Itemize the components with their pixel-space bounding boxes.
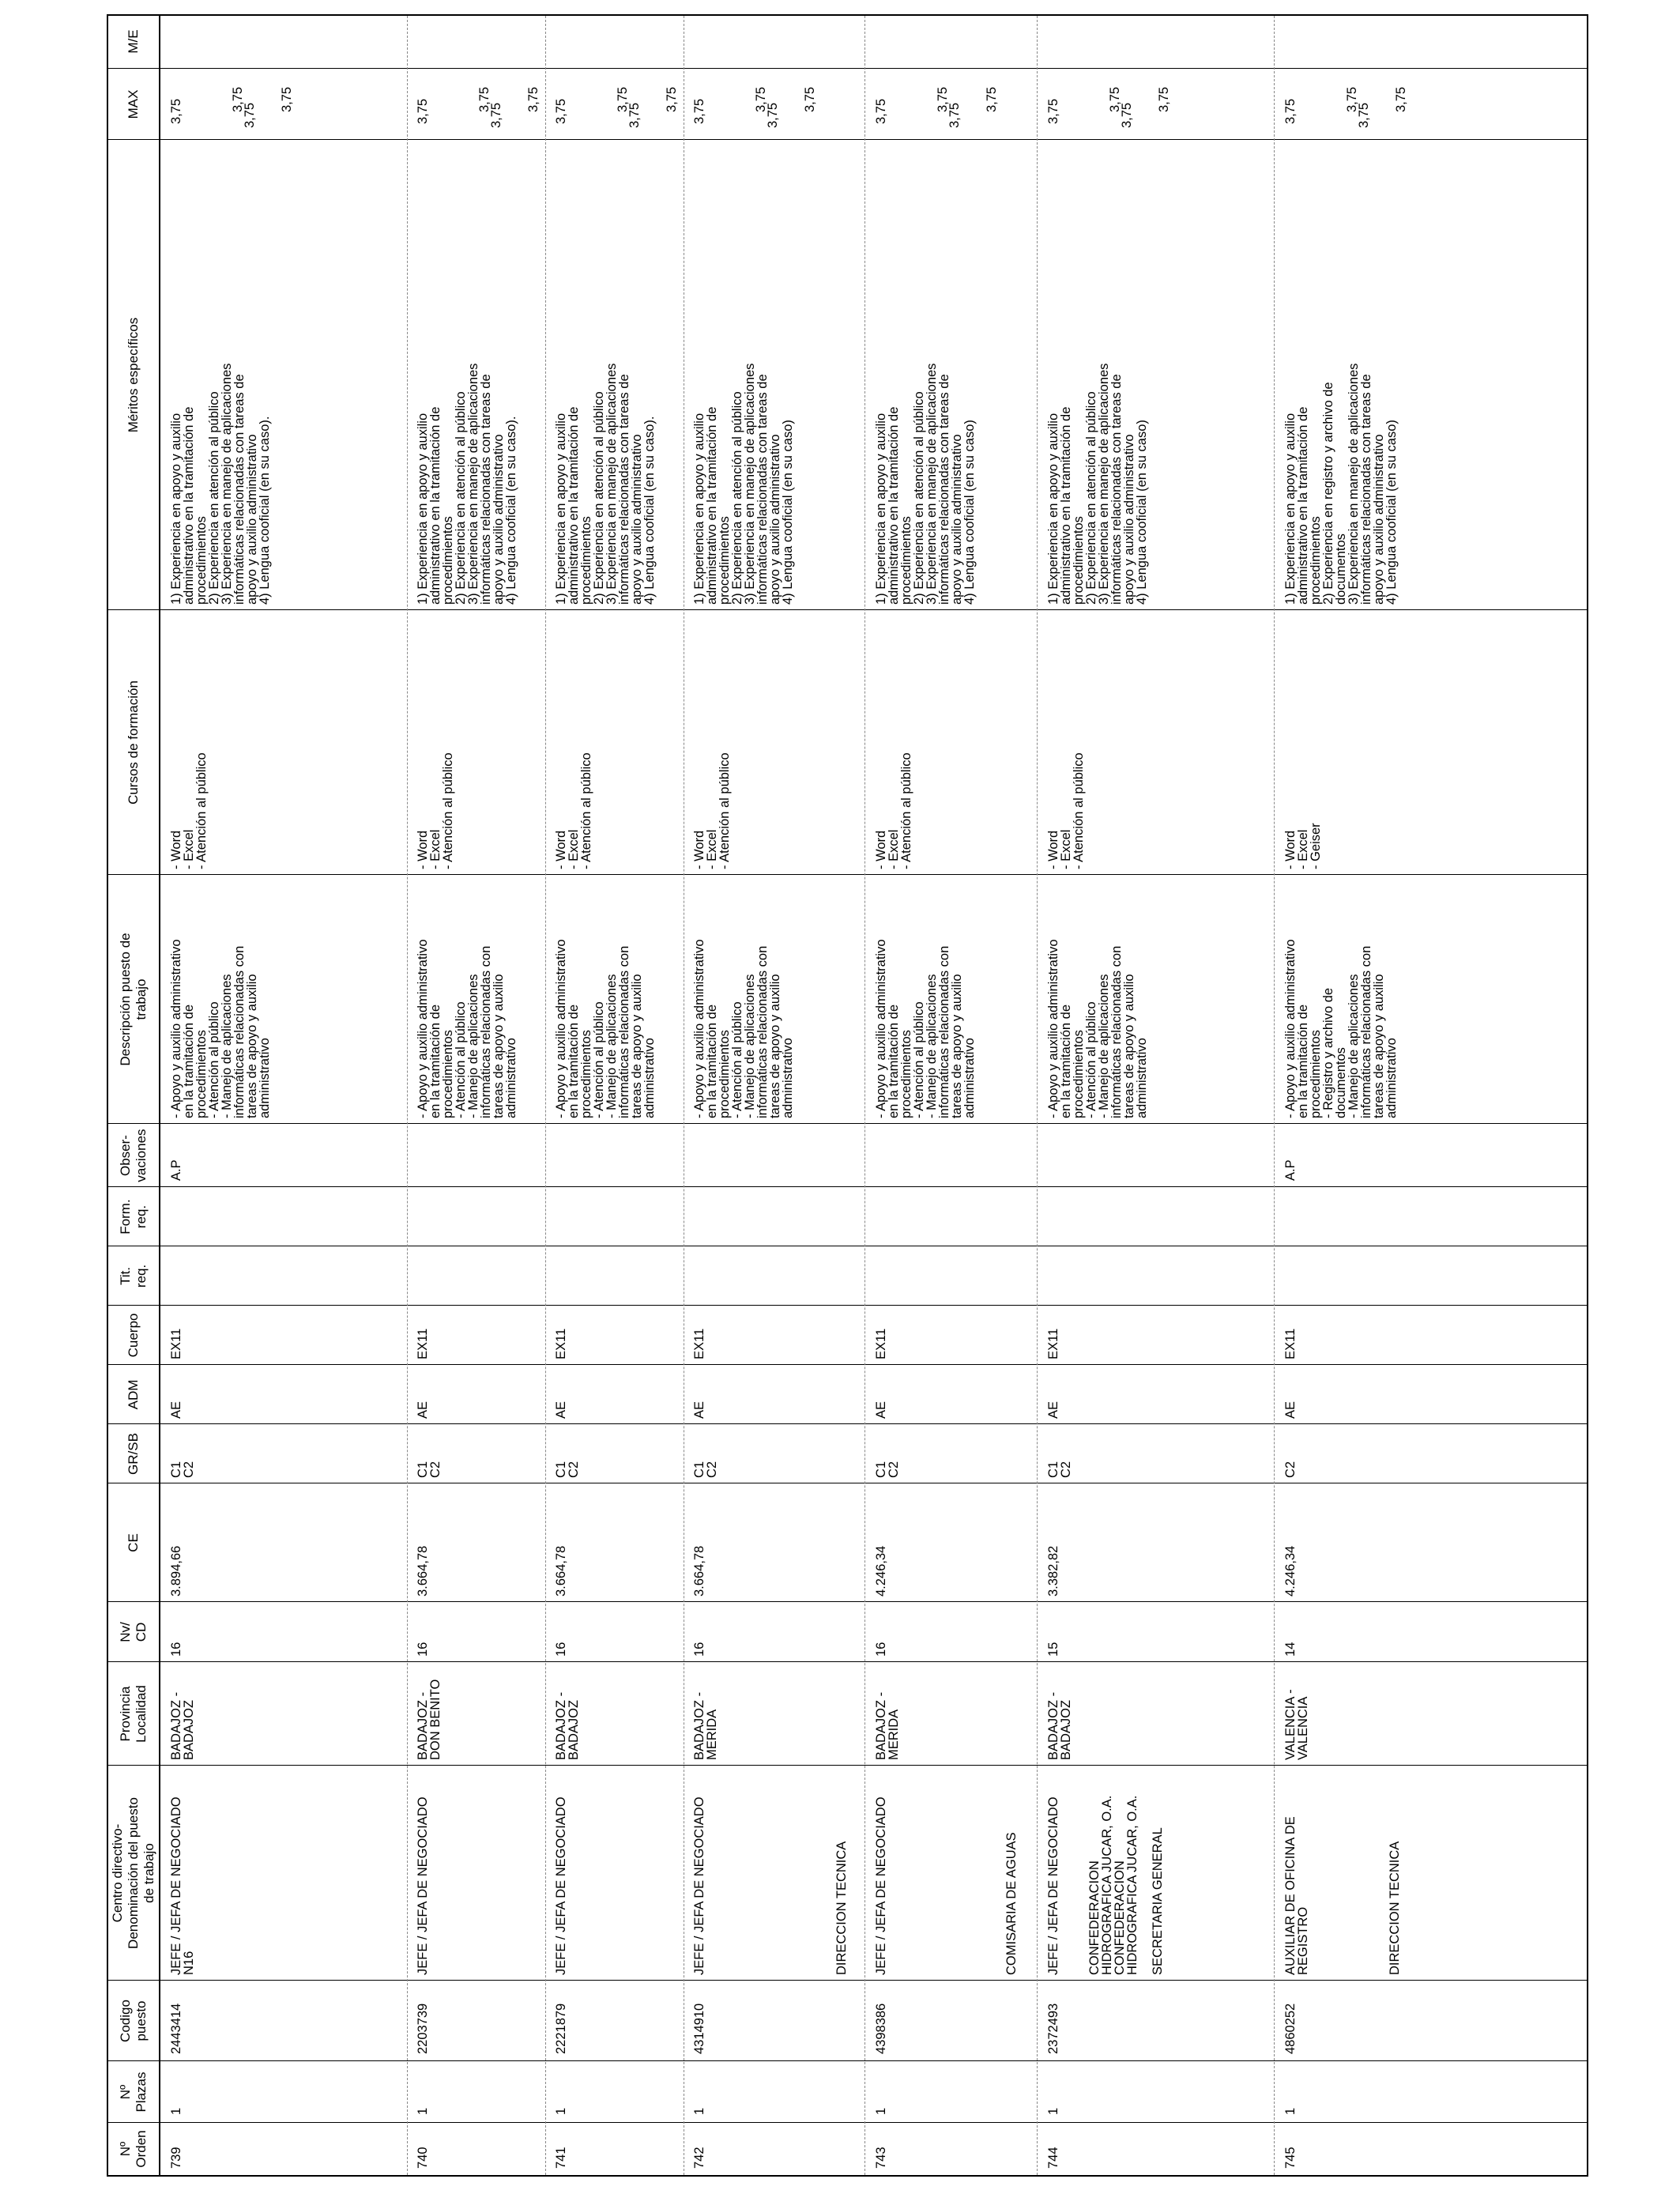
cell-max: 3,75 <box>1357 102 1371 128</box>
positions-table <box>107 14 1588 2177</box>
row-divider <box>407 16 408 2175</box>
cell-plazas: 1 <box>1283 2107 1298 2115</box>
cell-centro: JEFE / JEFA DE NEGOCIADO N16 <box>169 1796 196 1975</box>
cell-grupo: C1 C2 <box>416 1461 443 1478</box>
cell-descripcion: - Apoyo y auxilio administrativo en la tramitación de procedimientos - Atención al público - Manejo de aplicaciones informáticas relacionadas con tareas de apoyo y auxilio administrativo <box>554 939 657 1118</box>
cell-meritos: 1) Experiencia en apoyo y auxilio administrativo en la tramitación de procedimientos 2) Experiencia en atención al público 3) Experiencia en manejo de aplicaciones informáticas relacionadas con tareas de apoyo y auxilio administrativo 4) Lengua cooficial (en su caso). <box>416 363 518 605</box>
col-divider <box>108 1364 1587 1365</box>
cell-provincia: BADAJOZ - BADAJOZ <box>169 1691 196 1760</box>
cell-codigo: 2372493 <box>1046 2003 1060 2054</box>
cell-max: 3,75 <box>803 86 817 112</box>
cell-nivel: 15 <box>1046 1642 1060 1657</box>
cell-grupo: C2 <box>1283 1461 1298 1478</box>
row-divider <box>1037 16 1038 2175</box>
header-centro: Centro directivo- Denominación del puesto de trabajo <box>110 1797 156 1949</box>
col-divider <box>108 2122 1587 2123</box>
cell-cuerpo: EX11 <box>169 1328 183 1359</box>
col-divider <box>108 1186 1587 1187</box>
cell-ce: 3.894,66 <box>169 1545 183 1596</box>
cell-centro: JEFE / JEFA DE NEGOCIADO <box>416 1796 430 1975</box>
cell-descripcion: - Apoyo y auxilio administrativo en la tramitación de procedimientos - Registro y archivo de documentos - Manejo de aplicaciones informáticas relacionadas con tareas de apoyo y auxilio administrativo <box>1283 939 1399 1118</box>
cell-grupo: C1 C2 <box>169 1461 196 1478</box>
cell-provincia: BADAJOZ - MERIDA <box>874 1691 901 1760</box>
row-divider <box>545 16 546 2175</box>
cell-observaciones: A.P <box>169 1159 183 1181</box>
cell-codigo: 2221879 <box>554 2003 568 2054</box>
header-observaciones: Obser- vaciones <box>118 1129 149 1182</box>
col-divider <box>108 1601 1587 1602</box>
cell-cuerpo: EX11 <box>1046 1328 1060 1359</box>
cell-cursos: - Word - Excel - Atención al público <box>874 752 913 869</box>
cell-max: 3,75 <box>754 86 768 112</box>
cell-max: 3,75 <box>1108 86 1122 112</box>
cell-codigo: 4860252 <box>1283 2003 1298 2054</box>
cell-descripcion: - Apoyo y auxilio administrativo en la tramitación de procedimientos - Atención al público - Manejo de aplicaciones informáticas relacionadas con tareas de apoyo y auxilio administrativo <box>874 939 977 1118</box>
cell-provincia: VALENCIA - VALENCIA <box>1283 1689 1310 1760</box>
group-heading: DIRECCION TECNICA <box>834 1841 849 1975</box>
cell-nivel: 16 <box>416 1642 430 1657</box>
cell-max: 3,75 <box>766 102 780 128</box>
cell-plazas: 1 <box>554 2107 568 2115</box>
header-meritos: Méritos específicos <box>126 317 141 433</box>
cell-ce: 4.246,34 <box>1283 1545 1298 1596</box>
cell-max: 3,75 <box>243 102 257 128</box>
cell-max: 3,75 <box>280 86 294 112</box>
header-codigo: Codigo puesto <box>118 2000 149 2042</box>
cell-nivel: 14 <box>1283 1642 1298 1657</box>
cell-max: 3,75 <box>1283 98 1298 124</box>
group-heading: DIRECCION TECNICA <box>1388 1841 1402 1975</box>
cell-cursos: - Word - Excel - Atención al público <box>554 752 593 869</box>
cell-max: 3,75 <box>1157 86 1171 112</box>
col-divider <box>108 874 1587 875</box>
cell-provincia: BADAJOZ - BADAJOZ <box>1046 1691 1073 1760</box>
cell-meritos: 1) Experiencia en apoyo y auxilio administrativo en la tramitación de procedimientos 2) Experiencia en atención al público 3) Experiencia en manejo de aplicaciones informáticas relacionadas con tareas de apoyo y auxilio administrativo 4) Lengua cooficial (en su caso) <box>692 363 795 605</box>
cell-max: 3,75 <box>477 86 492 112</box>
cell-adm: AE <box>169 1400 183 1419</box>
cell-ce: 4.246,34 <box>874 1545 888 1596</box>
col-divider <box>108 139 1587 140</box>
cell-max: 3,75 <box>985 86 999 112</box>
cell-nivel: 16 <box>169 1642 183 1657</box>
cell-plazas: 1 <box>874 2107 888 2115</box>
cell-cuerpo: EX11 <box>1283 1328 1298 1359</box>
header-max: MAX <box>126 89 141 119</box>
cell-meritos: 1) Experiencia en apoyo y auxilio administrativo en la tramitación de procedimientos 2) Experiencia en atención al público 3) Experiencia en manejo de aplicaciones informáticas relacionadas con tareas de apoyo y auxilio administrativo 4) Lengua cooficial (en su caso) <box>1046 363 1149 605</box>
cell-centro: JEFE / JEFA DE NEGOCIADO <box>1046 1796 1060 1975</box>
cell-adm: AE <box>874 1400 888 1419</box>
cell-descripcion: - Apoyo y auxilio administrativo en la tramitación de procedimientos - Atención al público - Manejo de aplicaciones informáticas relacionadas con tareas de apoyo y auxilio administrativo <box>169 939 272 1118</box>
cell-max: 3,75 <box>1345 86 1359 112</box>
cell-cuerpo: EX11 <box>554 1328 568 1359</box>
cell-ce: 3.382,82 <box>1046 1545 1060 1596</box>
cell-max: 3,75 <box>692 98 706 124</box>
cell-ce: 3.664,78 <box>554 1545 568 1596</box>
cell-centro: AUXILIAR DE OFICINA DE REGISTRO <box>1283 1816 1310 1975</box>
header-me: M/E <box>126 29 141 54</box>
cell-cursos: - Word - Excel - Atención al público <box>416 752 455 869</box>
cell-cuerpo: EX11 <box>874 1328 888 1359</box>
cell-max: 3,75 <box>169 98 183 124</box>
cell-codigo: 4398386 <box>874 2003 888 2054</box>
cell-max: 3,75 <box>1120 102 1134 128</box>
cell-orden: 745 <box>1283 2147 1298 2169</box>
row-divider <box>864 16 865 2175</box>
cell-orden: 741 <box>554 2147 568 2169</box>
col-divider <box>108 1305 1587 1306</box>
cell-cursos: - Word - Excel - Atención al público <box>1046 752 1086 869</box>
header-ce: CE <box>126 1533 141 1552</box>
header-cursos: Cursos de formación <box>126 680 141 805</box>
cell-max: 3,75 <box>1394 86 1408 112</box>
header-nivel: Nv/ CD <box>118 1622 149 1642</box>
header-provincia: Provincia Localidad <box>118 1685 149 1743</box>
row-divider <box>1274 16 1275 2175</box>
cell-plazas: 1 <box>416 2107 430 2115</box>
cell-provincia: BADAJOZ - MERIDA <box>692 1691 719 1760</box>
cell-max: 3,75 <box>874 98 888 124</box>
cell-adm: AE <box>1283 1400 1298 1419</box>
group-heading: COMISARIA DE AGUAS <box>1004 1832 1019 1975</box>
cell-observaciones: A.P <box>1283 1159 1298 1181</box>
cell-centro: JEFE / JEFA DE NEGOCIADO <box>554 1796 568 1975</box>
cell-descripcion: - Apoyo y auxilio administrativo en la tramitación de procedimientos - Atención al público - Manejo de aplicaciones informáticas relacionadas con tareas de apoyo y auxilio administrativo <box>1046 939 1149 1118</box>
cell-grupo: C1 C2 <box>554 1461 581 1478</box>
cell-plazas: 1 <box>692 2107 706 2115</box>
cell-plazas: 1 <box>169 2107 183 2115</box>
cell-max: 3,75 <box>416 98 430 124</box>
cell-codigo: 4314910 <box>692 2003 706 2054</box>
cell-centro: JEFE / JEFA DE NEGOCIADO <box>692 1796 706 1975</box>
col-divider <box>108 2060 1587 2061</box>
cell-meritos: 1) Experiencia en apoyo y auxilio administrativo en la tramitación de procedimientos 2) Experiencia en atención al público 3) Experiencia en manejo de aplicaciones informáticas relacionadas con tareas de apoyo y auxilio administrativo 4) Lengua cooficial (en su caso) <box>874 363 977 605</box>
cell-descripcion: - Apoyo y auxilio administrativo en la tramitación de procedimientos - Atención al público - Manejo de aplicaciones informáticas relacionadas con tareas de apoyo y auxilio administrativo <box>416 939 518 1118</box>
col-divider <box>108 1423 1587 1424</box>
cell-adm: AE <box>1046 1400 1060 1419</box>
cell-descripcion: - Apoyo y auxilio administrativo en la tramitación de procedimientos - Atención al público - Manejo de aplicaciones informáticas relacionadas con tareas de apoyo y auxilio administrativo <box>692 939 795 1118</box>
cell-codigo: 2443414 <box>169 2003 183 2054</box>
cell-max: 3,75 <box>526 86 541 112</box>
cell-cursos: - Word - Excel - Geiser <box>1283 823 1323 869</box>
cell-max: 3,75 <box>936 86 950 112</box>
cell-max: 3,75 <box>489 102 503 128</box>
cell-max: 3,75 <box>554 98 568 124</box>
cell-max: 3,75 <box>616 86 630 112</box>
col-divider <box>108 1980 1587 1981</box>
cell-cuerpo: EX11 <box>416 1328 430 1359</box>
cell-grupo: C1 C2 <box>1046 1461 1073 1478</box>
cell-orden: 740 <box>416 2147 430 2169</box>
header-adm: ADM <box>126 1379 141 1410</box>
cell-orden: 739 <box>169 2147 183 2169</box>
cell-cuerpo: EX11 <box>692 1328 706 1359</box>
cell-meritos: 1) Experiencia en apoyo y auxilio administrativo en la tramitación de procedimientos 2) Experiencia en atención al público 3) Experiencia en manejo de aplicaciones informáticas relacionadas con tareas de apoyo y auxilio administrativo 4) Lengua cooficial (en su caso). <box>169 363 272 605</box>
col-divider <box>108 1765 1587 1766</box>
cell-max: 3,75 <box>947 102 962 128</box>
header-orden: Nº Orden <box>118 2130 149 2168</box>
col-divider <box>108 1661 1587 1662</box>
cell-ce: 3.664,78 <box>416 1545 430 1596</box>
cell-adm: AE <box>692 1400 706 1419</box>
cell-nivel: 16 <box>554 1642 568 1657</box>
header-descripcion: Descripción puesto de trabajo <box>118 933 149 1066</box>
cell-orden: 744 <box>1046 2147 1060 2169</box>
cell-plazas: 1 <box>1046 2107 1060 2115</box>
header-plazas: Nº Plazas <box>118 2071 149 2113</box>
cell-max: 3,75 <box>627 102 642 128</box>
cell-provincia: BADAJOZ - BADAJOZ <box>554 1691 581 1760</box>
cell-orden: 742 <box>692 2147 706 2169</box>
cell-meritos: 1) Experiencia en apoyo y auxilio administrativo en la tramitación de procedimientos 2) Experiencia en atención al público 3) Experiencia en manejo de aplicaciones informáticas relacionadas con tareas de apoyo y auxilio administrativo 4) Lengua cooficial (en su caso). <box>554 363 657 605</box>
cell-cursos: - Word - Excel - Atención al público <box>169 752 209 869</box>
cell-meritos: 1) Experiencia en apoyo y auxilio administrativo en la tramitación de procedimientos 2) Experiencia en registro y archivo de documentos 3) Experiencia en manejo de aplicaciones informáticas relacionadas con tareas de apoyo y auxilio administrativo 4) Lengua cooficial (en su caso) <box>1283 363 1399 605</box>
col-divider <box>108 1123 1587 1124</box>
cell-nivel: 16 <box>692 1642 706 1657</box>
header-titulacion: Tit. req. <box>118 1264 149 1288</box>
cell-cursos: - Word - Excel - Atención al público <box>692 752 732 869</box>
header-divider <box>159 16 160 2175</box>
header-grupo: GR/SB <box>126 1433 141 1475</box>
cell-adm: AE <box>554 1400 568 1419</box>
col-divider <box>108 609 1587 610</box>
cell-grupo: C1 C2 <box>874 1461 901 1478</box>
cell-max: 3,75 <box>231 86 245 112</box>
header-formacion: Form. req. <box>118 1199 149 1235</box>
cell-orden: 743 <box>874 2147 888 2169</box>
cell-max: 3,75 <box>1046 98 1060 124</box>
cell-ce: 3.664,78 <box>692 1545 706 1596</box>
header-cuerpo: Cuerpo <box>126 1313 141 1358</box>
cell-provincia: BADAJOZ - DON BENITO <box>416 1679 443 1760</box>
cell-codigo: 2203739 <box>416 2003 430 2054</box>
cell-max: 3,75 <box>665 86 679 112</box>
group-heading: CONFEDERACION HIDROGRAFICA JUCAR, O.A. CONFEDERACION HIDROGRAFICA JUCAR, O.A. SECRETARIA GENERAL <box>1087 1795 1165 1975</box>
cell-centro: JEFE / JEFA DE NEGOCIADO <box>874 1796 888 1975</box>
cell-adm: AE <box>416 1400 430 1419</box>
cell-nivel: 16 <box>874 1642 888 1657</box>
col-divider <box>108 68 1587 69</box>
cell-grupo: C1 C2 <box>692 1461 719 1478</box>
